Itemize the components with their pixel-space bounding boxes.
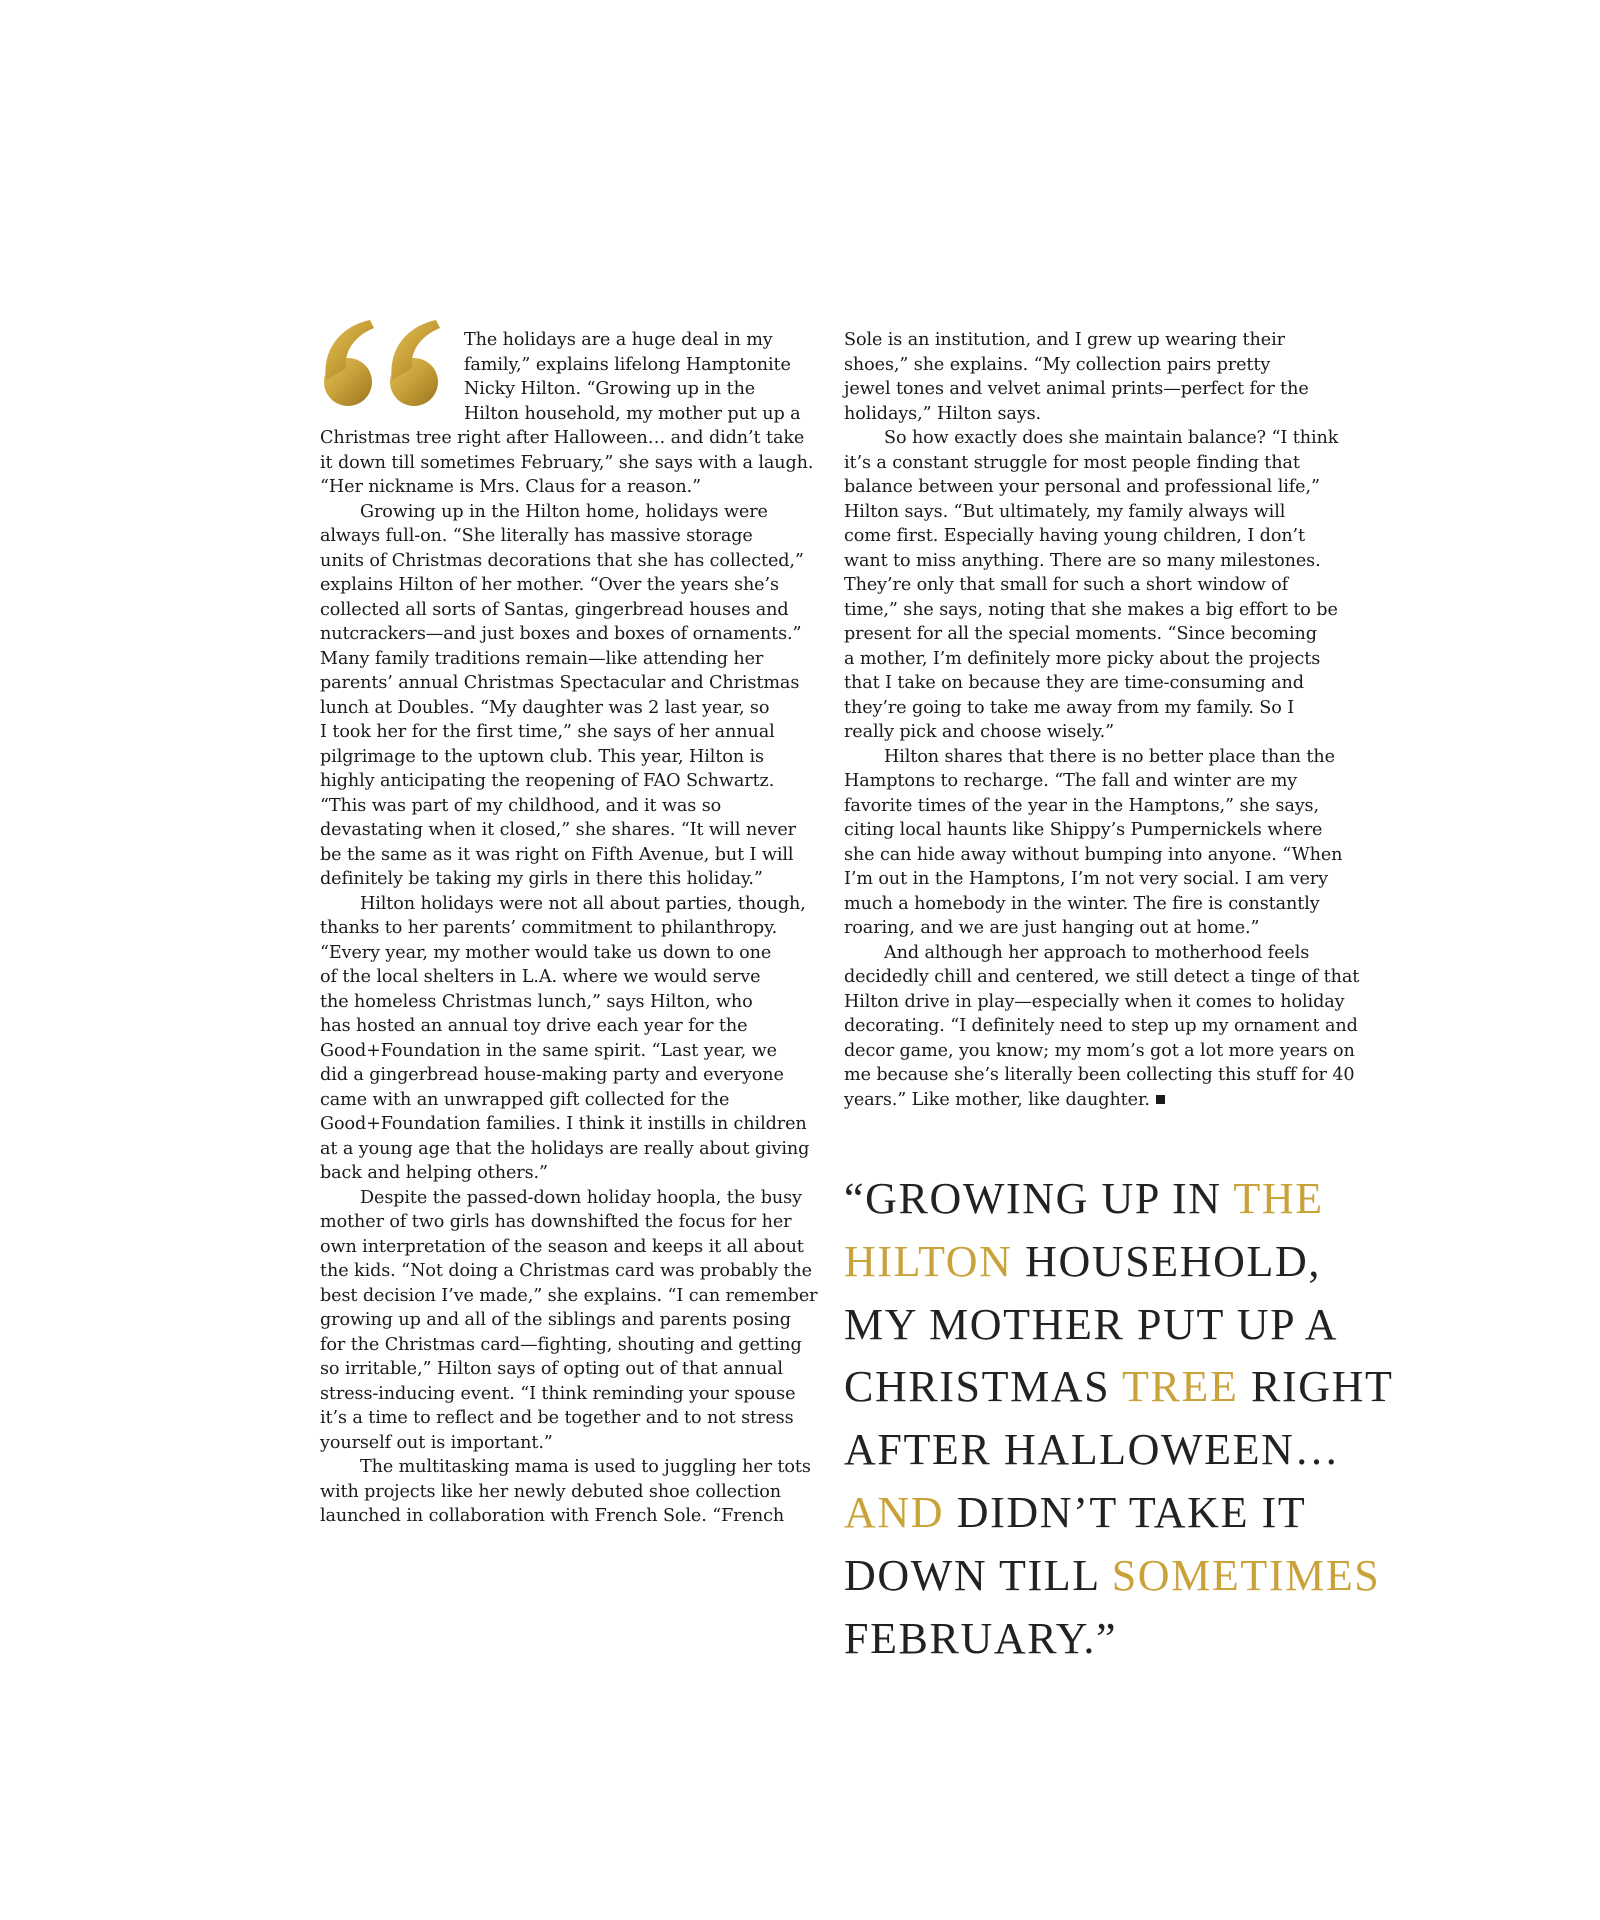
text-line xyxy=(844,402,1344,427)
text-line-content: be the same as it was right on Fifth Avenue, but I will xyxy=(320,844,794,865)
text-line xyxy=(320,1063,818,1088)
text-line-content: come first. Especially having young children, I don’t xyxy=(844,526,1306,546)
pull-quote-highlight: SOMETIMES xyxy=(1111,1550,1381,1600)
text-line xyxy=(320,1112,818,1137)
text-line-content: Sole is an institution, and I grew up wearing their xyxy=(844,330,1285,350)
text-line-content: Good+Foundation families. I think it instills in children xyxy=(320,1114,807,1134)
text-line-content: best decision I’ve made,” she explains. “I can remember xyxy=(320,1285,818,1306)
text-line-content: years.” Like mother, like daughter. xyxy=(844,1089,1150,1110)
text-line xyxy=(844,1063,1355,1088)
text-line-content: The multitasking mama is used to juggling her tots xyxy=(360,1457,811,1477)
text-line-content: jewel tones and velvet animal prints—perfect for the xyxy=(844,379,1309,399)
text-line-content: Good+Foundation in the same spirit. “Last year, we xyxy=(320,1040,777,1061)
text-line xyxy=(844,1039,1355,1064)
text-line xyxy=(844,941,1344,966)
article-paragraph xyxy=(320,892,818,1186)
text-line-content: present for all the special moments. “Since becoming xyxy=(844,624,1317,644)
text-line-content: it’s a time to reflect and be together and to not stress xyxy=(320,1408,794,1428)
text-line xyxy=(320,1284,818,1309)
text-line-content: it down till sometimes February,” she says with a laugh. xyxy=(320,452,814,473)
article-paragraph xyxy=(844,328,1344,426)
article-paragraph xyxy=(320,426,818,500)
text-line xyxy=(844,965,1360,990)
text-line xyxy=(320,1431,818,1456)
text-line xyxy=(320,622,818,647)
pull-quote-text: DOWN TILL xyxy=(844,1550,1112,1600)
text-line-content: citing local haunts like Shippy’s Pumpernickels where xyxy=(844,820,1323,840)
text-line-content: own interpretation of the season and keeps it all about xyxy=(320,1236,804,1257)
pull-quote-text: DIDN’T TAKE IT xyxy=(944,1487,1307,1537)
text-line-content: And although her approach to motherhood feels xyxy=(884,942,1310,963)
text-line-content: with projects like her newly debuted shoe collection xyxy=(320,1481,781,1502)
article-paragraph xyxy=(320,1455,818,1529)
text-line xyxy=(320,1406,818,1431)
text-line-content: growing up and all of the siblings and parents posing xyxy=(320,1310,791,1330)
text-line xyxy=(320,1455,818,1480)
text-line-content: units of Christmas decorations that she has collected,” xyxy=(320,550,804,571)
pull-quote-text: FEBRUARY.” xyxy=(844,1613,1118,1663)
pull-quote-line xyxy=(844,1419,1364,1482)
pull-quote-line xyxy=(844,1356,1394,1419)
text-line xyxy=(320,867,818,892)
text-line xyxy=(844,328,1344,353)
text-line xyxy=(320,1014,818,1039)
text-line xyxy=(320,1357,818,1382)
text-line xyxy=(844,843,1344,868)
pull-quote-line xyxy=(844,1482,1364,1545)
text-line: Hilton household, my mother put up a xyxy=(464,403,801,424)
text-line-content: “Her nickname is Mrs. Claus for a reason.” xyxy=(320,477,701,497)
text-line-content: “Every year, my mother would take us down to one xyxy=(320,942,772,963)
text-line xyxy=(844,818,1344,843)
text-line xyxy=(320,696,818,721)
text-line xyxy=(844,475,1344,500)
text-line-content: favorite times of the year in the Hamptons,” she says, xyxy=(844,795,1319,816)
text-line xyxy=(844,524,1344,549)
text-line xyxy=(844,794,1344,819)
text-line xyxy=(320,475,818,500)
article-paragraph xyxy=(844,426,1344,745)
pull-quote-highlight: TREE xyxy=(1122,1362,1239,1412)
pull-quote-text: CHRISTMAS xyxy=(844,1362,1123,1412)
text-line: Nicky Hilton. “Growing up in the xyxy=(464,379,756,399)
text-line-content: the homeless Christmas lunch,” says Hilton, who xyxy=(320,991,753,1012)
text-line-content: balance between your personal and professional life,” xyxy=(844,477,1320,497)
text-line-content: Hilton shares that there is no better place than the xyxy=(884,746,1335,767)
text-line xyxy=(320,598,818,623)
article-paragraph xyxy=(320,1186,818,1456)
pull-quote-line xyxy=(844,1545,1381,1608)
text-line xyxy=(320,1039,818,1064)
text-line-content: decorating. “I definitely need to step up my ornament and xyxy=(844,1016,1358,1036)
text-line xyxy=(844,500,1344,525)
text-line xyxy=(844,745,1344,770)
text-line xyxy=(320,916,818,941)
text-line-content: decidedly chill and centered, we still detect a tinge of that xyxy=(844,967,1360,987)
text-line-content: of the local shelters in L.A. where we would serve xyxy=(320,967,761,987)
text-line xyxy=(320,1504,818,1529)
text-line xyxy=(844,671,1344,696)
text-line xyxy=(320,451,818,476)
text-line-content: collected all sorts of Santas, gingerbread houses and xyxy=(320,599,789,620)
pull-quote-line xyxy=(844,1294,1364,1357)
pull-quote-line xyxy=(844,1168,1364,1231)
text-line-content: Many family traditions remain—like attending her xyxy=(320,648,764,669)
pull-quote-text: “GROWING UP IN xyxy=(844,1174,1234,1223)
text-line xyxy=(844,451,1344,476)
text-line-content: mother of two girls has downshifted the focus for her xyxy=(320,1212,792,1232)
text-line-content: I took her for the first time,” she says of her annual xyxy=(320,722,775,742)
text-line-content: for the Christmas card—fighting, shouting and getting xyxy=(320,1334,802,1355)
text-line xyxy=(320,1088,818,1113)
text-line-content: Hilton holidays were not all about parties, though, xyxy=(360,893,806,914)
text-line-content: Despite the passed-down holiday hoopla, the busy xyxy=(360,1187,802,1208)
text-line xyxy=(844,892,1344,917)
text-line xyxy=(844,990,1344,1015)
text-line xyxy=(320,794,818,819)
text-line xyxy=(320,549,818,574)
article-column-right xyxy=(844,328,1360,1112)
text-line-content: So how exactly does she maintain balance? “I think xyxy=(884,428,1339,448)
pull-quote-line xyxy=(844,1231,1364,1294)
text-line xyxy=(844,696,1344,721)
text-line-content: holidays,” Hilton says. xyxy=(844,403,1042,424)
pull-quote-highlight: AND xyxy=(844,1487,945,1537)
text-line xyxy=(320,500,818,525)
text-line-content: highly anticipating the reopening of FAO Schwartz. xyxy=(320,771,775,791)
text-line-content: lunch at Doubles. “My daughter was 2 last year, so xyxy=(320,697,770,718)
pull-quote-text: HOUSEHOLD, xyxy=(1012,1236,1321,1286)
text-line xyxy=(844,916,1344,941)
text-line xyxy=(320,1235,818,1260)
text-line-content: nutcrackers—and just boxes and boxes of ornaments.” xyxy=(320,624,802,644)
text-line-content: want to miss anything. There are so many milestones. xyxy=(844,550,1321,571)
text-line xyxy=(320,965,818,990)
text-line xyxy=(844,720,1344,745)
text-line xyxy=(844,622,1344,647)
text-line-content: time,” she says, noting that she makes a big effort to be xyxy=(844,599,1338,620)
text-line xyxy=(844,867,1344,892)
article-paragraph xyxy=(844,745,1344,941)
text-line-content: shoes,” she explains. “My collection pairs pretty xyxy=(844,354,1271,375)
text-line-content: “This was part of my childhood, and it was so xyxy=(320,795,722,816)
text-line xyxy=(844,769,1344,794)
text-line-content: definitely be taking my girls in there this holiday.” xyxy=(320,869,763,889)
text-line xyxy=(320,720,818,745)
text-line xyxy=(320,1259,818,1284)
text-line-content: so irritable,” Hilton says of opting out of that annual xyxy=(320,1359,783,1379)
pull-quote-text: RIGHT xyxy=(1238,1362,1394,1412)
text-line: family,” explains lifelong Hamptonite xyxy=(464,354,791,375)
text-line xyxy=(320,1161,818,1186)
text-line xyxy=(320,1137,818,1162)
text-line xyxy=(844,647,1344,672)
end-mark-icon xyxy=(1156,1095,1165,1104)
text-line xyxy=(844,426,1344,451)
text-line-content: decor game, you know; my mom’s got a lot more years on xyxy=(844,1040,1355,1061)
article-paragraph xyxy=(320,500,818,892)
text-line xyxy=(844,1014,1358,1039)
text-line xyxy=(320,426,818,451)
text-line xyxy=(320,843,818,868)
text-line xyxy=(320,990,818,1015)
text-line-content: They’re only that small for such a short window of xyxy=(844,575,1289,595)
text-line xyxy=(320,671,818,696)
text-line-content: it’s a constant struggle for most people finding that xyxy=(844,452,1300,473)
text-line-content: they’re going to take me away from my family. So I xyxy=(844,697,1295,718)
text-line xyxy=(320,1308,818,1333)
pull-quote-line xyxy=(844,1608,1364,1671)
text-line xyxy=(320,1186,818,1211)
text-line-content: always full-on. “She literally has massive storage xyxy=(320,526,753,546)
text-line-content: me because she’s literally been collecting this stuff for 40 xyxy=(844,1065,1355,1085)
text-line-content: the kids. “Not doing a Christmas card was probably the xyxy=(320,1261,812,1281)
text-line xyxy=(844,598,1344,623)
text-line-content: has hosted an annual toy drive each year for the xyxy=(320,1016,748,1036)
pull-quote-highlight: THE xyxy=(1233,1174,1324,1223)
text-line-content: back and helping others.” xyxy=(320,1163,548,1183)
text-line-content: she can hide away without bumping into anyone. “When xyxy=(844,844,1343,865)
text-line-content: really pick and choose wisely.” xyxy=(844,722,1115,742)
text-line xyxy=(320,573,818,598)
text-line-content: at a young age that the holidays are really about giving xyxy=(320,1138,810,1159)
text-line xyxy=(320,524,818,549)
text-line xyxy=(320,892,818,917)
text-line xyxy=(320,1333,818,1358)
text-line-content: that I take on because they are time-consuming and xyxy=(844,673,1304,693)
text-line-content: devastating when it closed,” she shares. “It will never xyxy=(320,820,796,840)
text-line xyxy=(320,769,818,794)
text-line xyxy=(320,1382,818,1407)
text-line-content: explains Hilton of her mother. “Over the years she’s xyxy=(320,575,779,595)
text-line-content: parents’ annual Christmas Spectacular and Christmas xyxy=(320,673,800,693)
text-line-content: much a homebody in the winter. The fire is constantly xyxy=(844,893,1320,914)
text-line-content: roaring, and we are just hanging out at home.” xyxy=(844,918,1260,938)
text-line-content: stress-inducing event. “I think reminding your spouse xyxy=(320,1383,796,1404)
text-line xyxy=(320,1480,818,1505)
text-line-content: Growing up in the Hilton home, holidays were xyxy=(360,501,768,522)
text-line-content: I’m out in the Hamptons, I’m not very social. I am very xyxy=(844,869,1328,889)
text-line-content: Christmas tree right after Halloween… and didn’t take xyxy=(320,428,805,448)
text-line-content: did a gingerbread house-making party and everyone xyxy=(320,1065,784,1085)
text-line-content: pilgrimage to the uptown club. This year, Hilton is xyxy=(320,746,764,767)
text-line xyxy=(320,745,818,770)
text-line xyxy=(320,818,818,843)
text-line-content: yourself out is important.” xyxy=(320,1432,553,1453)
text-line-content: Hilton says. “But ultimately, my family always will xyxy=(844,501,1286,522)
text-line-content: came with an unwrapped gift collected for the xyxy=(320,1089,730,1110)
pull-quote xyxy=(844,1168,1394,1670)
text-line xyxy=(320,941,818,966)
article-column-left xyxy=(320,328,818,1529)
text-line xyxy=(320,647,818,672)
text-line-content: a mother, I’m definitely more picky about the projects xyxy=(844,648,1321,669)
text-line xyxy=(844,353,1344,378)
text-line xyxy=(844,1088,1344,1113)
text-line xyxy=(320,1210,818,1235)
text-line: The holidays are a huge deal in my xyxy=(464,330,773,350)
text-line xyxy=(844,377,1344,402)
text-line xyxy=(844,549,1344,574)
pull-quote-text: MY MOTHER PUT UP A xyxy=(844,1299,1339,1349)
pull-quote-highlight: HILTON xyxy=(844,1236,1013,1286)
text-line-content: thanks to her parents’ commitment to philanthropy. xyxy=(320,918,778,938)
text-line xyxy=(844,573,1344,598)
pull-quote-text: AFTER HALLOWEEN… xyxy=(844,1425,1341,1475)
text-line-content: Hilton drive in play—especially when it comes to holiday xyxy=(844,991,1345,1012)
text-line-content: launched in collaboration with French Sole. “French xyxy=(320,1506,785,1526)
text-line-content: Hamptons to recharge. “The fall and winter are my xyxy=(844,771,1298,791)
dropcap-paragraph xyxy=(320,328,818,426)
article-paragraph xyxy=(844,941,1360,1113)
